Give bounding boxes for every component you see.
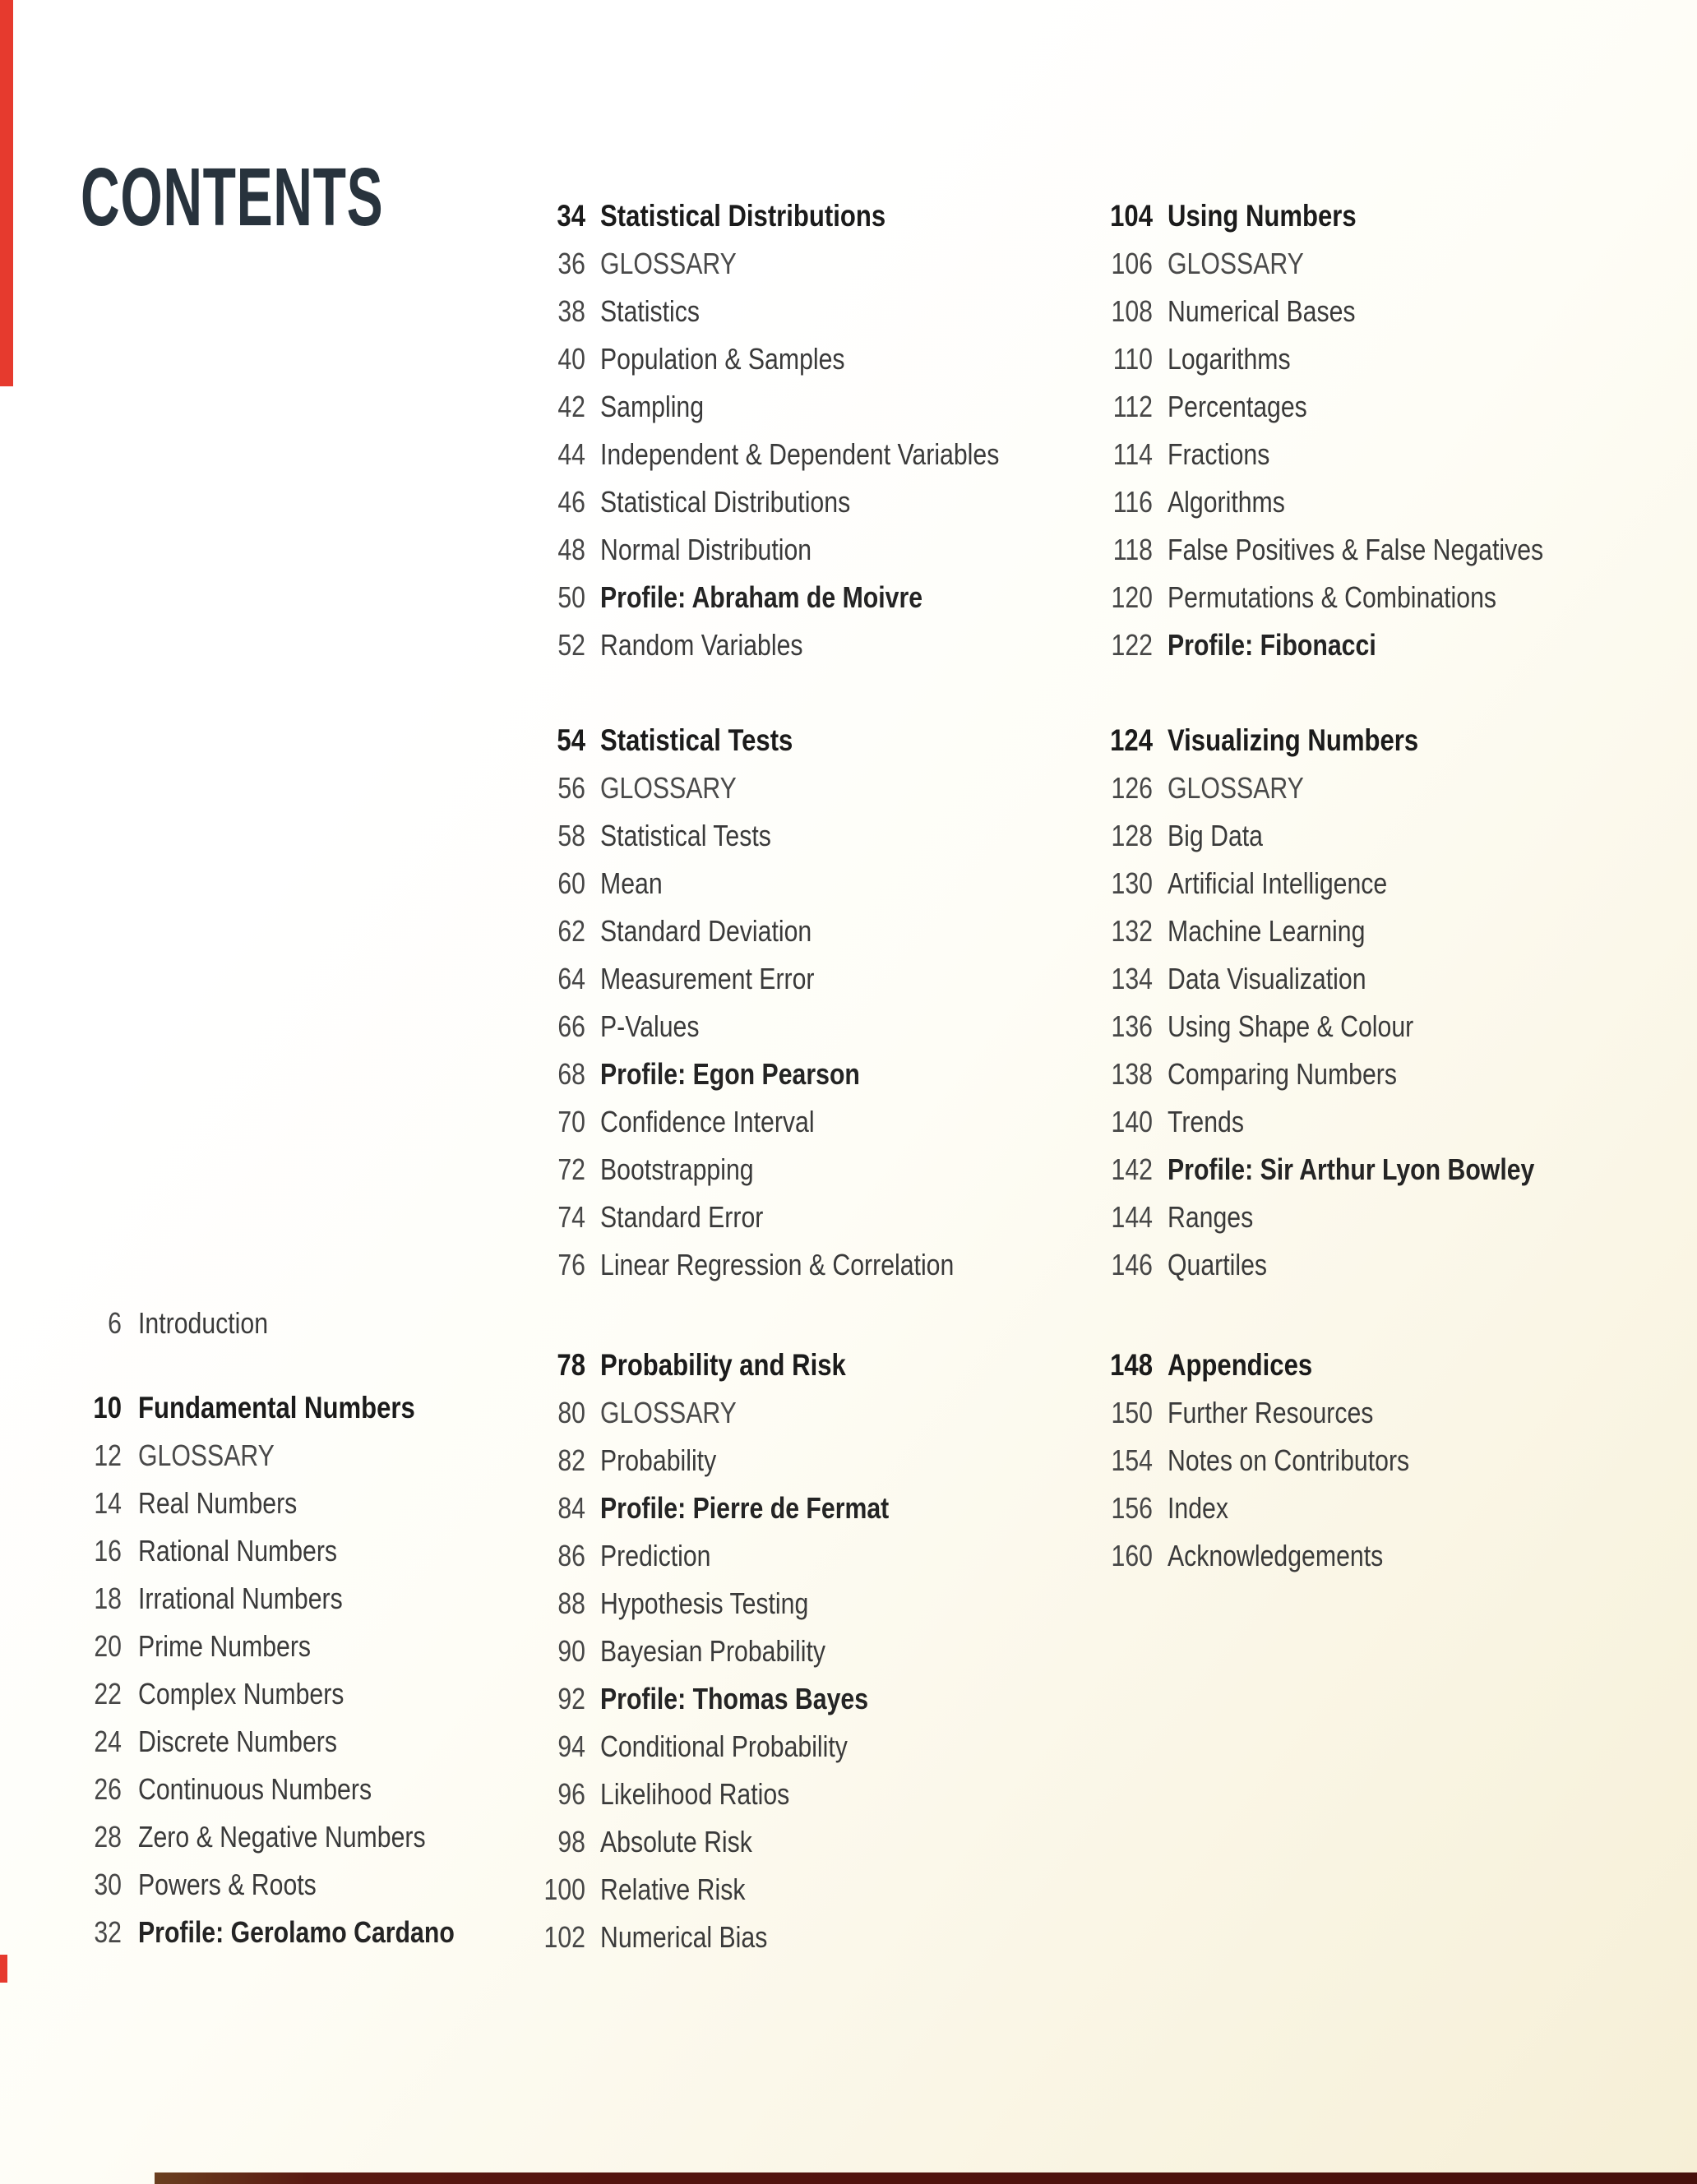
toc-entry-label: Random Variables <box>600 628 803 662</box>
toc-page-number: 126 <box>1111 771 1153 805</box>
toc-page-number: 46 <box>557 485 585 519</box>
toc-entry <box>460 240 1003 288</box>
toc-section-group-right-2 <box>1028 1341 1570 1580</box>
toc-entry-label: Hypothesis Testing <box>600 1586 809 1620</box>
toc-page-number: 22 <box>94 1677 122 1711</box>
toc-entry <box>460 1771 1003 1818</box>
toc-entry-label: Irrational Numbers <box>138 1581 343 1615</box>
bottom-edge-rule <box>155 2172 1697 2184</box>
toc-entry-label: Big Data <box>1168 819 1263 852</box>
toc-entry <box>460 1389 1003 1437</box>
toc-entry <box>1028 1194 1570 1241</box>
toc-entry-label: Further Resources <box>1168 1396 1374 1429</box>
toc-page-number: 48 <box>557 533 585 566</box>
toc-entry-label: Statistical Tests <box>600 819 771 852</box>
toc-page-number: 30 <box>94 1868 122 1901</box>
toc-entry-label: Discrete Numbers <box>138 1725 337 1758</box>
toc-entry <box>1028 907 1570 955</box>
toc-entry <box>460 764 1003 812</box>
toc-entry-label: Fractions <box>1168 437 1270 471</box>
toc-page-number: 20 <box>94 1629 122 1663</box>
toc-entry <box>1028 955 1570 1003</box>
toc-entry-label: GLOSSARY <box>1168 771 1304 805</box>
toc-entry <box>460 621 1003 669</box>
toc-entry <box>1028 1437 1570 1484</box>
toc-page-number: 118 <box>1112 533 1153 566</box>
toc-page-number: 16 <box>94 1534 122 1568</box>
toc-entry-label: Artificial Intelligence <box>1168 866 1388 900</box>
toc-entry <box>460 860 1003 907</box>
toc-entry-label: Prediction <box>600 1539 711 1572</box>
toc-entry-label: Continuous Numbers <box>138 1772 372 1806</box>
toc-page-number: 146 <box>1111 1248 1153 1281</box>
toc-page-number: 34 <box>557 199 585 233</box>
toc-entry-label: Permutations & Combinations <box>1168 580 1497 614</box>
toc-entry-label: Sampling <box>600 390 705 423</box>
page-title: CONTENTS <box>81 151 384 243</box>
toc-page-number: 88 <box>557 1586 585 1620</box>
toc-page-number: 10 <box>93 1391 122 1424</box>
toc-page-number: 86 <box>557 1539 585 1572</box>
toc-page-number: 120 <box>1111 580 1153 614</box>
toc-page-number: 38 <box>557 294 585 328</box>
toc-entry-label: Zero & Negative Numbers <box>138 1820 426 1854</box>
toc-entry <box>460 1723 1003 1771</box>
toc-entry-label: Introduction <box>138 1306 269 1340</box>
toc-entry <box>1028 288 1570 335</box>
toc-page-number: 104 <box>1110 199 1153 233</box>
toc-entry <box>1028 860 1570 907</box>
toc-page-number: 12 <box>94 1438 122 1472</box>
toc-page-number: 76 <box>557 1248 585 1281</box>
toc-entry <box>460 1675 1003 1723</box>
toc-page-number: 106 <box>1111 247 1153 280</box>
toc-page-number: 114 <box>1112 437 1153 471</box>
toc-page-number: 122 <box>1111 628 1153 662</box>
toc-page-number: 58 <box>557 819 585 852</box>
toc-entry <box>460 1146 1003 1194</box>
toc-entry-label: Complex Numbers <box>138 1677 344 1711</box>
toc-entry-label: Standard Deviation <box>600 914 812 948</box>
toc-entry <box>460 335 1003 383</box>
toc-page-number: 66 <box>557 1009 585 1043</box>
toc-page-number: 132 <box>1111 914 1153 948</box>
toc-entry-label: Machine Learning <box>1168 914 1366 948</box>
toc-entry-label: GLOSSARY <box>1168 247 1304 280</box>
toc-section-group-left-0 <box>48 1300 590 1347</box>
toc-page-number: 128 <box>1111 819 1153 852</box>
toc-entry <box>1028 526 1570 574</box>
toc-page-number: 50 <box>557 580 585 614</box>
toc-entry <box>460 1003 1003 1050</box>
toc-entry <box>460 1098 1003 1146</box>
toc-entry-label: Profile: Gerolamo Cardano <box>138 1915 455 1949</box>
toc-page-number: 26 <box>94 1772 122 1806</box>
toc-entry-label: Standard Error <box>600 1200 764 1234</box>
toc-page-number: 78 <box>557 1348 585 1382</box>
toc-entry-label: Prime Numbers <box>138 1629 312 1663</box>
toc-entry-label: Linear Regression & Correlation <box>600 1248 955 1281</box>
toc-section-group-right-0 <box>1028 192 1570 669</box>
toc-page-number: 102 <box>543 1920 585 1954</box>
toc-entry-label: Normal Distribution <box>600 533 812 566</box>
toc-page-number: 134 <box>1111 962 1153 995</box>
left-edge-red-mark <box>0 1955 7 1983</box>
toc-entry <box>460 1866 1003 1914</box>
toc-page-number: 54 <box>557 723 585 757</box>
toc-entry-label: Real Numbers <box>138 1486 298 1520</box>
toc-entry-label: Logarithms <box>1168 342 1291 376</box>
toc-page-number: 70 <box>557 1105 585 1138</box>
toc-page-number: 108 <box>1111 294 1153 328</box>
toc-entry <box>1028 1098 1570 1146</box>
toc-entry <box>460 1194 1003 1241</box>
toc-page-number: 64 <box>557 962 585 995</box>
toc-page-number: 124 <box>1110 723 1153 757</box>
toc-entry-label: Statistical Tests <box>600 723 793 757</box>
toc-entry-label: Confidence Interval <box>600 1105 815 1138</box>
toc-entry <box>1028 1241 1570 1289</box>
toc-entry <box>1028 383 1570 431</box>
toc-page-number: 140 <box>1111 1105 1153 1138</box>
toc-entry-label: Relative Risk <box>600 1872 746 1906</box>
toc-entry-label: Numerical Bases <box>1168 294 1356 328</box>
toc-entry <box>460 1580 1003 1628</box>
toc-entry <box>1028 812 1570 860</box>
toc-entry-label: Statistical Distributions <box>600 199 886 233</box>
toc-page-number: 144 <box>1111 1200 1153 1234</box>
toc-entry <box>1028 1389 1570 1437</box>
toc-entry-label: Measurement Error <box>600 962 815 995</box>
toc-entry-label: Profile: Sir Arthur Lyon Bowley <box>1168 1152 1535 1186</box>
toc-page-number: 18 <box>94 1581 122 1615</box>
toc-entry <box>1028 1146 1570 1194</box>
toc-entry-label: Fundamental Numbers <box>138 1391 415 1424</box>
toc-page-number: 130 <box>1111 866 1153 900</box>
toc-page-number: 60 <box>557 866 585 900</box>
toc-entry-label: Visualizing Numbers <box>1168 723 1419 757</box>
toc-section-group-right-1 <box>1028 717 1570 1289</box>
toc-entry-label: Data Visualization <box>1168 962 1366 995</box>
toc-page-number: 136 <box>1111 1009 1153 1043</box>
toc-entry <box>460 1341 1003 1389</box>
toc-page-number: 6 <box>108 1306 122 1340</box>
toc-entry-label: Probability and Risk <box>600 1348 846 1382</box>
toc-entry <box>460 907 1003 955</box>
toc-entry <box>1028 335 1570 383</box>
toc-entry-label: Algorithms <box>1168 485 1285 519</box>
toc-page-number: 110 <box>1112 342 1153 376</box>
toc-page-number: 94 <box>557 1729 585 1763</box>
toc-entry <box>1028 1050 1570 1098</box>
toc-entry <box>460 1484 1003 1532</box>
toc-entry-label: Statistics <box>600 294 700 328</box>
toc-page-number: 82 <box>557 1443 585 1477</box>
toc-entry-label: Independent & Dependent Variables <box>600 437 1000 471</box>
toc-page-number: 62 <box>557 914 585 948</box>
toc-page-number: 96 <box>557 1777 585 1811</box>
toc-entry <box>460 383 1003 431</box>
toc-entry-label: P-Values <box>600 1009 700 1043</box>
toc-entry-label: Powers & Roots <box>138 1868 317 1901</box>
toc-page-number: 80 <box>557 1396 585 1429</box>
toc-page-number: 84 <box>557 1491 585 1525</box>
toc-entry-label: Profile: Abraham de Moivre <box>600 580 923 614</box>
toc-entry <box>1028 240 1570 288</box>
toc-entry-label: Rational Numbers <box>138 1534 338 1568</box>
toc-page-number: 68 <box>557 1057 585 1091</box>
toc-page-number: 74 <box>557 1200 585 1234</box>
toc-page-number: 36 <box>557 247 585 280</box>
toc-entry <box>460 288 1003 335</box>
toc-entry-label: Profile: Egon Pearson <box>600 1057 860 1091</box>
toc-entry-label: Using Numbers <box>1168 199 1357 233</box>
toc-page-number: 100 <box>543 1872 585 1906</box>
toc-page-number: 112 <box>1112 390 1153 423</box>
toc-entry-label: Bootstrapping <box>600 1152 754 1186</box>
toc-page-number: 42 <box>557 390 585 423</box>
toc-entry-label: Profile: Pierre de Fermat <box>600 1491 890 1525</box>
left-edge-red-stripe <box>0 0 13 386</box>
toc-entry <box>460 478 1003 526</box>
toc-entry-label: Profile: Thomas Bayes <box>600 1682 869 1715</box>
toc-entry-label: False Positives & False Negatives <box>1168 533 1544 566</box>
toc-page-number: 156 <box>1111 1491 1153 1525</box>
toc-entry-label: Numerical Bias <box>600 1920 768 1954</box>
toc-entry-label: Likelihood Ratios <box>600 1777 790 1811</box>
toc-entry <box>1028 764 1570 812</box>
toc-entry <box>460 1818 1003 1866</box>
toc-entry-label: Comparing Numbers <box>1168 1057 1397 1091</box>
toc-entry-label: Ranges <box>1168 1200 1254 1234</box>
toc-page-number: 150 <box>1111 1396 1153 1429</box>
toc-entry <box>460 431 1003 478</box>
toc-entry-label: Notes on Contributors <box>1168 1443 1410 1477</box>
toc-entry-label: Absolute Risk <box>600 1825 752 1858</box>
toc-page-number: 14 <box>94 1486 122 1520</box>
toc-page-number: 138 <box>1111 1057 1153 1091</box>
toc-entry <box>1028 192 1570 240</box>
toc-page-number: 148 <box>1110 1348 1153 1382</box>
toc-entry <box>460 1050 1003 1098</box>
toc-entry-label: GLOSSARY <box>600 247 737 280</box>
toc-entry-label: Trends <box>1168 1105 1245 1138</box>
toc-entry-label: Statistical Distributions <box>600 485 851 519</box>
toc-entry <box>460 717 1003 764</box>
toc-entry <box>1028 1341 1570 1389</box>
toc-entry <box>1028 717 1570 764</box>
toc-entry-label: Population & Samples <box>600 342 845 376</box>
toc-entry <box>460 1628 1003 1675</box>
toc-section-group-middle-1 <box>460 717 1003 1289</box>
toc-entry-label: GLOSSARY <box>600 771 737 805</box>
toc-entry <box>460 1241 1003 1289</box>
toc-entry-label: Conditional Probability <box>600 1729 848 1763</box>
toc-entry <box>1028 1484 1570 1532</box>
toc-entry <box>1028 621 1570 669</box>
toc-entry-label: Profile: Fibonacci <box>1168 628 1376 662</box>
toc-entry-label: Using Shape & Colour <box>1168 1009 1414 1043</box>
toc-page-number: 56 <box>557 771 585 805</box>
toc-page-number: 24 <box>94 1725 122 1758</box>
toc-page-number: 154 <box>1111 1443 1153 1477</box>
toc-entry <box>1028 1003 1570 1050</box>
toc-entry <box>460 812 1003 860</box>
toc-entry-label: GLOSSARY <box>600 1396 737 1429</box>
toc-entry-label: GLOSSARY <box>138 1438 275 1472</box>
toc-entry-label: Bayesian Probability <box>600 1634 825 1668</box>
toc-page-number: 92 <box>557 1682 585 1715</box>
toc-entry <box>460 192 1003 240</box>
toc-page-number: 72 <box>557 1152 585 1186</box>
toc-entry-label: Index <box>1168 1491 1228 1525</box>
toc-page-number: 32 <box>94 1915 122 1949</box>
toc-page-number: 52 <box>557 628 585 662</box>
toc-page-number: 90 <box>557 1634 585 1668</box>
toc-section-group-middle-2 <box>460 1341 1003 1961</box>
toc-entry <box>460 1532 1003 1580</box>
toc-page-number: 116 <box>1112 485 1153 519</box>
toc-entry-label: Acknowledgements <box>1168 1539 1384 1572</box>
toc-entry <box>460 526 1003 574</box>
toc-entry <box>48 1300 590 1347</box>
toc-page-number: 44 <box>557 437 585 471</box>
toc-section-group-middle-0 <box>460 192 1003 669</box>
toc-entry-label: Mean <box>600 866 663 900</box>
toc-entry <box>460 1914 1003 1961</box>
toc-entry-label: Percentages <box>1168 390 1307 423</box>
toc-entry-label: Quartiles <box>1168 1248 1268 1281</box>
toc-entry <box>1028 431 1570 478</box>
toc-entry <box>460 574 1003 621</box>
toc-page-number: 40 <box>557 342 585 376</box>
toc-entry <box>460 955 1003 1003</box>
toc-entry-label: Appendices <box>1168 1348 1313 1382</box>
toc-entry <box>1028 574 1570 621</box>
toc-page-number: 142 <box>1111 1152 1153 1186</box>
toc-page-number: 160 <box>1111 1539 1153 1572</box>
toc-entry <box>460 1437 1003 1484</box>
toc-entry <box>1028 1532 1570 1580</box>
toc-entry-label: Probability <box>600 1443 717 1477</box>
toc-page-number: 98 <box>557 1825 585 1858</box>
toc-entry <box>1028 478 1570 526</box>
toc-page-number: 28 <box>94 1820 122 1854</box>
